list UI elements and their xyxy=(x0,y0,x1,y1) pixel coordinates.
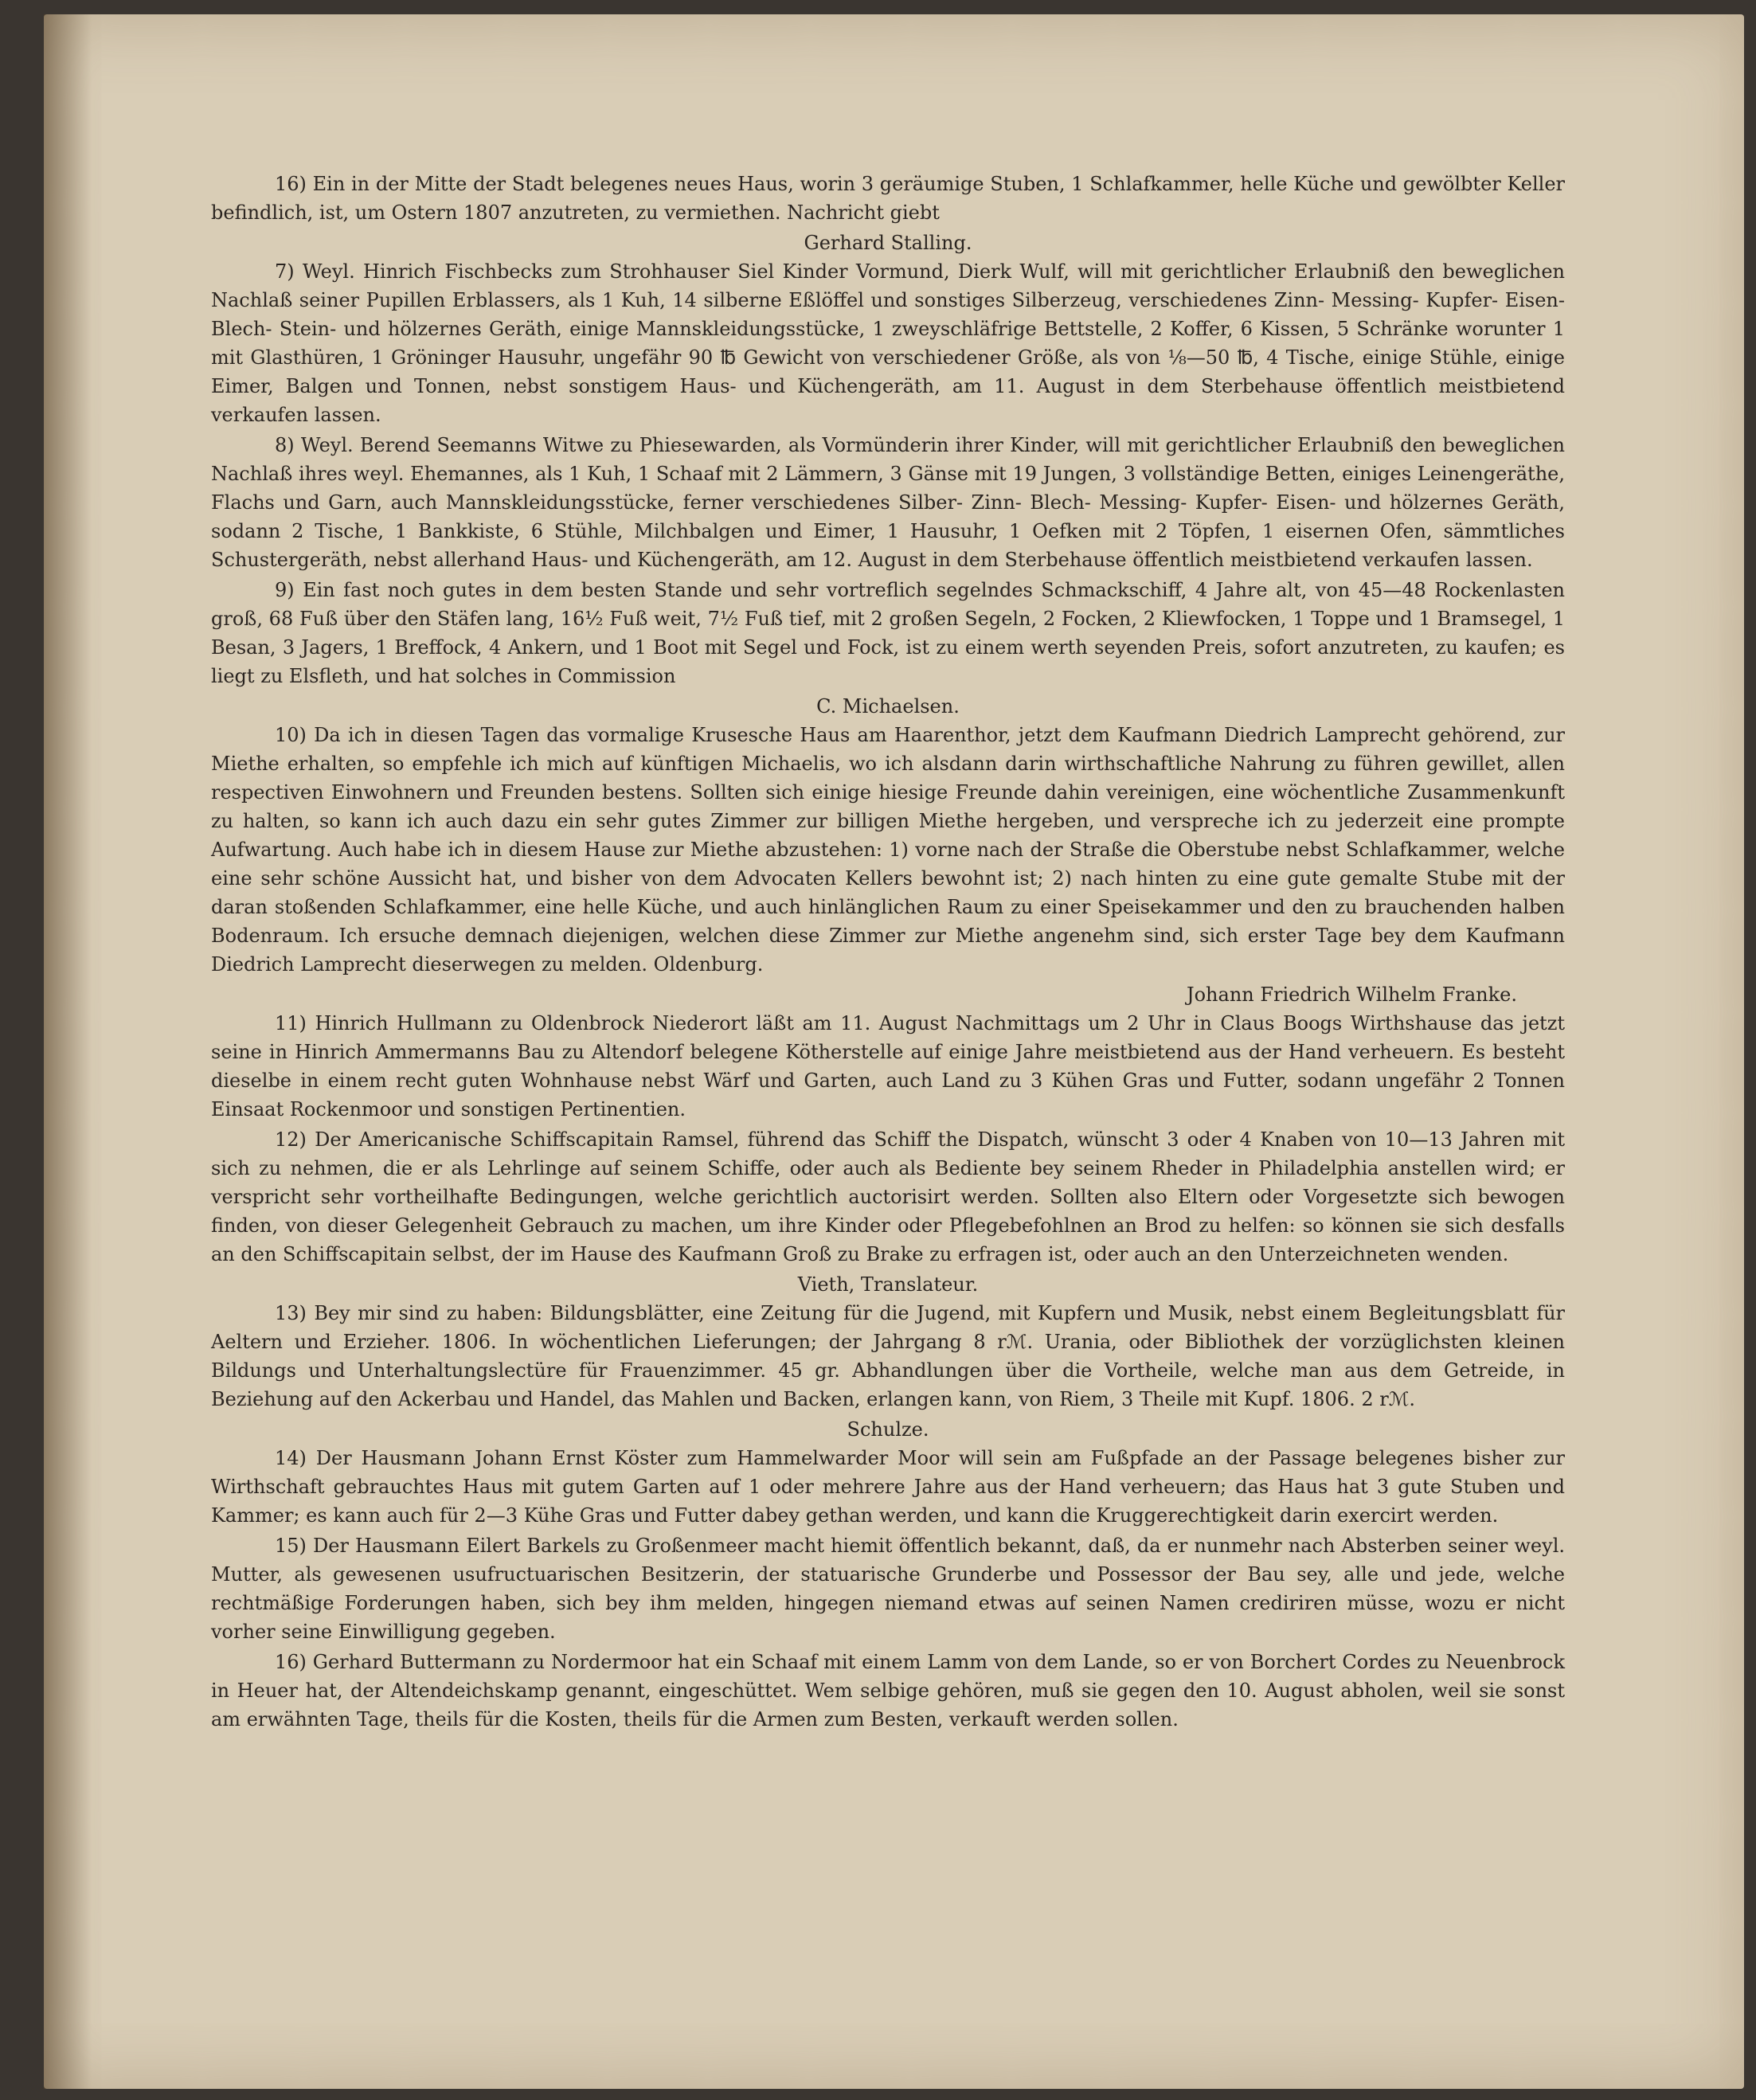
signature-franke: Johann Friedrich Wilhelm Franke. xyxy=(1186,984,1517,1006)
announcement-7-fischbeck: 7) Weyl. Hinrich Fischbecks zum Strohhauser Siel Kinder Vormund, Dierk Wulf, will mit gerichtlicher Erlaubniß den beweglichen Nachlaß seiner Pupillen Erblassers, als 1 Kuh, 14 silberne Eßlöffel und sonstiges Silberzeug, verschiedenes Zinn- Messing- Kupfer- Eisen- Blech- Stein- und hölzernes Geräth, einige Mannskleidungsstücke, 1 zweyschläfrige Bettstelle, 2 Koffer, 6 Kissen, 5 Schränke worunter 1 mit Glasthüren, 1 Gröninger Hausuhr, ungefähr 90 ℔ Gewicht von verschiedener Größe, als von ⅛—50 ℔, 4 Tische, einige Stühle, einige Eimer, Balgen und Tonnen, nebst sonstigem Haus- und Küchengeräth, am 11. August in dem Sterbehause öffentlich meistbietend verkaufen lassen. xyxy=(211,260,1565,426)
announcement-12-ramsel: 12) Der Americanische Schiffscapitain Ramsel, führend das Schiff the Dispatch, wünscht 3 oder 4 Knaben von 10—13 Jahren mit sich zu nehmen, die er als Lehrlinge auf seinem Schiffe, oder auch als Bediente bey seinem Rheder in Philadelphia anstellen wird; er verspricht sehr vortheilhafte Bedingungen, welche gerichtlich auctorisirt werden. Sollten also Eltern oder Vorgesetzte sich bewogen finden, von dieser Gelegenheit Gebrauch zu machen, um ihre Kinder oder Pflegebefohlnen an Brod zu helfen: so können sie sich desfalls an den Schiffscapitain selbst, der im Hause des Kaufmann Groß zu Brake zu erfragen ist, oder auch an den Unterzeichneten wenden. xyxy=(211,1128,1565,1265)
signature-michaelsen: C. Michaelsen. xyxy=(816,695,960,718)
announcement-16-house: 16) Ein in der Mitte der Stadt belegenes neues Haus, worin 3 geräumige Stuben, 1 Schlafkammer, helle Küche und gewölbter Keller befindlich, ist, um Ostern 1807 anzutreten, zu vermiethen. Nachricht giebt xyxy=(211,173,1565,224)
announcement-column xyxy=(211,170,1565,1735)
newspaper-page xyxy=(44,14,1744,2089)
announcement-9-schmackschiff: 9) Ein fast noch gutes in dem besten Stande und sehr vortreflich segelndes Schmackschiff, 4 Jahre alt, von 45—48 Rockenlasten groß, 68 Fuß über den Stäfen lang, 16½ Fuß weit, 7½ Fuß tief, mit 2 großen Segeln, 2 Focken, 2 Kliewfocken, 1 Toppe und 1 Bramsegel, 1 Besan, 3 Jagers, 1 Breffock, 4 Ankern, und 1 Boot mit Segel und Fock, ist zu einem werth seyenden Preis, sofort anzutreten, zu kaufen; es liegt zu Elsfleth, und hat solches in Commission xyxy=(211,579,1565,687)
page-gutter-shadow xyxy=(44,14,92,2089)
announcement-11-hullmann: 11) Hinrich Hullmann zu Oldenbrock Niederort läßt am 11. August Nachmittags um 2 Uhr in Claus Boogs Wirthshause das jetzt seine in Hinrich Ammermanns Bau zu Altendorf belegene Kötherstelle auf einige Jahre meistbietend aus der Hand verheuern. Es besteht dieselbe in einem recht guten Wohnhause nebst Wärf und Garten, auch Land zu 3 Kühen Gras und Futter, sodann ungefähr 2 Tonnen Einsaat Rockenmoor und sonstigen Pertinentien. xyxy=(211,1012,1565,1120)
announcement-14-koester: 14) Der Hausmann Johann Ernst Köster zum Hammelwarder Moor will sein am Fußpfade an der Passage belegenes bisher zur Wirthschaft gebrauchtes Haus mit gutem Garten auf 1 oder mehrere Jahre aus der Hand verheuern; das Haus hat 3 gute Stuben und Kammer; es kann auch für 2—3 Kühe Gras und Futter dabey gethan werden, und kann die Kruggerechtigkeit darin exercirt werden. xyxy=(211,1447,1565,1527)
announcement-16-buttermann: 16) Gerhard Buttermann zu Nordermoor hat ein Schaaf mit einem Lamm von dem Lande, so er von Borchert Cordes zu Neuenbrock in Heuer hat, der Altendeichskamp genannt, eingeschüttet. Wem selbige gehören, muß sie gegen den 10. August abholen, weil sie sonst am erwähnten Tage, theils für die Kosten, theils für die Armen zum Besten, verkauft werden sollen. xyxy=(211,1651,1565,1730)
signature-vieth: Vieth, Translateur. xyxy=(797,1273,979,1296)
announcement-13-books: 13) Bey mir sind zu haben: Bildungsblätter, eine Zeitung für die Jugend, mit Kupfern und Musik, nebst einem Begleitungsblatt für Aeltern und Erzieher. 1806. In wöchentlichen Lieferungen; der Jahrgang 8 rℳ. Urania, oder Bibliothek der vorzüglichsten kleinen Bildungs und Unterhaltungslectüre für Frauenzimmer. 45 gr. Abhandlungen über die Vortheile, welche man aus dem Getreide, in Beziehung auf den Ackerbau und Handel, das Mahlen und Backen, erlangen kann, von Riem, 3 Theile mit Kupf. 1806. 2 rℳ. xyxy=(211,1302,1565,1410)
announcement-8-seemann: 8) Weyl. Berend Seemanns Witwe zu Phiesewarden, als Vormünderin ihrer Kinder, will mit gerichtlicher Erlaubniß den beweglichen Nachlaß ihres weyl. Ehemannes, als 1 Kuh, 1 Schaaf mit 2 Lämmern, 3 Gänse mit 19 Jungen, 3 vollständige Betten, einiges Leinengeräthe, Flachs und Garn, auch Mannskleidungsstücke, ferner verschiedenes Silber- Zinn- Blech- Messing- Kupfer- Eisen- und hölzernes Geräth, sodann 2 Tische, 1 Bankkiste, 6 Stühle, Milchbalgen und Eimer, 1 Hausuhr, 1 Oefken mit 2 Töpfen, 1 eisernen Ofen, sämmtliches Schustergeräth, nebst allerhand Haus- und Küchengeräth, am 12. August in dem Sterbehause öffentlich meistbietend verkaufen lassen. xyxy=(211,434,1565,571)
signature-stalling: Gerhard Stalling. xyxy=(804,232,972,254)
announcement-10-franke: 10) Da ich in diesen Tagen das vormalige Krusesche Haus am Haarenthor, jetzt dem Kaufmann Diedrich Lamprecht gehörend, zur Miethe erhalten, so empfehle ich mich auf künftigen Michaelis, wo ich alsdann darin wirthschaftliche Nahrung zu führen gewillet, allen respectiven Einwohnern und Freunden bestens. Sollten sich einige hiesige Freunde dahin vereinigen, eine wöchentliche Zusammenkunft zu halten, so kann ich auch dazu ein sehr gutes Zimmer zur billigen Miethe hergeben, und verspreche ich zu jederzeit eine prompte Aufwartung. Auch habe ich in diesem Hause zur Miethe abzustehen: 1) vorne nach der Straße die Oberstube nebst Schlafkammer, welche eine sehr schöne Aussicht hat, und bisher von dem Advocaten Kellers bewohnt ist; 2) nach hinten zu eine gute gemalte Stube mit der daran stoßenden Schlafkammer, eine helle Küche, und auch hinlänglichen Raum zu einer Speisekammer und den zu brauchenden halben Bodenraum. Ich ersuche demnach diejenigen, welchen diese Zimmer zur Miethe angenehm sind, sich erster Tage bey dem Kaufmann Diedrich Lamprecht dieserwegen zu melden. Oldenburg. xyxy=(211,724,1565,976)
signature-schulze: Schulze. xyxy=(847,1418,929,1441)
announcement-15-barkels: 15) Der Hausmann Eilert Barkels zu Großenmeer macht hiemit öffentlich bekannt, daß, da er nunmehr nach Absterben seiner weyl. Mutter, als gewesenen usufructuarischen Besitzerin, der statuarische Grunderbe und Possessor der Bau sey, alle und jede, welche rechtmäßige Forderungen haben, sich bey ihm melden, hingegen niemand etwas auf seinen Namen crediriren müsse, wozu er nicht vorher seine Einwilligung gegeben. xyxy=(211,1535,1565,1643)
